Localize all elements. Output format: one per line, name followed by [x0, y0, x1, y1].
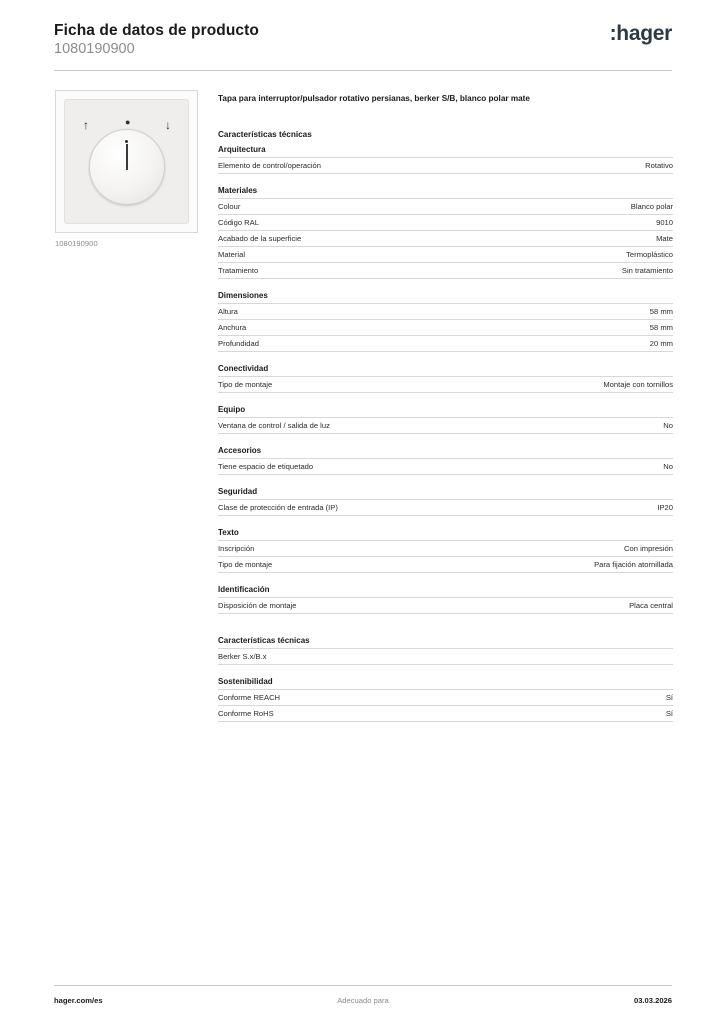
row-label: Altura [218, 307, 238, 317]
spec-group-caracteristicas-tecnicas [218, 636, 673, 665]
row-value: No [663, 421, 673, 431]
product-figure [55, 90, 198, 248]
group-title: Identificación [218, 585, 270, 595]
specifications-column [218, 93, 673, 734]
table-row [218, 335, 673, 352]
table-row [218, 417, 673, 434]
spec-group-identificacion [218, 585, 673, 614]
row-label: Clase de protección de entrada (IP) [218, 503, 338, 513]
group-title: Texto [218, 528, 239, 538]
footer-date: 03.03.2026 [633, 996, 672, 1005]
spec-group-arquitectura [218, 145, 673, 174]
row-label: Tipo de montaje [218, 560, 273, 570]
group-title: Seguridad [218, 487, 258, 497]
figure-caption: 1080190900 [55, 239, 98, 248]
footer-website-link[interactable]: hager.com/es [54, 996, 103, 1005]
rotary-cover-plate [64, 99, 189, 224]
spec-group-conectividad [218, 364, 673, 393]
row-value: Para fijación atornillada [594, 560, 673, 570]
table-row [218, 540, 673, 556]
spec-group-texto [218, 528, 673, 573]
knob-dot-icon [125, 140, 128, 143]
row-value: Blanco polar [630, 202, 673, 212]
table-row [218, 246, 673, 262]
spec-group-materiales [218, 186, 673, 279]
table-row [218, 556, 673, 573]
spec-group-equipo [218, 405, 673, 434]
row-value: Montaje con tornillos [603, 380, 673, 390]
row-value: Rotativo [645, 161, 673, 171]
table-row [218, 303, 673, 319]
table-row [218, 689, 673, 705]
table-row [218, 499, 673, 516]
table-row [218, 597, 673, 614]
group-title: Accesorios [218, 446, 262, 456]
row-value: Con impresión [624, 544, 673, 554]
row-value: IP20 [657, 503, 673, 513]
group-title: Materiales [218, 186, 258, 196]
group-title: Características técnicas [218, 636, 310, 646]
group-title: Arquitectura [218, 145, 266, 155]
table-row [218, 319, 673, 335]
specs-heading: Características técnicas [218, 130, 312, 140]
row-label: Conforme REACH [218, 693, 281, 703]
row-label: Elemento de control/operación [218, 161, 322, 171]
row-value: 58 mm [649, 323, 673, 333]
table-row [218, 198, 673, 214]
footer-center-text: Adecuado para [337, 996, 389, 1005]
row-value: 20 mm [649, 339, 673, 349]
table-row [218, 214, 673, 230]
row-label: Tipo de montaje [218, 380, 273, 390]
center-dot-icon: ● [125, 117, 131, 127]
up-arrow-icon: ↑ [83, 118, 89, 132]
group-title: Sostenibilidad [218, 677, 273, 687]
row-label: Tiene espacio de etiquetado [218, 462, 314, 472]
group-title: Equipo [218, 405, 246, 415]
page-footer [54, 996, 672, 1005]
table-row [218, 705, 673, 722]
row-label: Código RAL [218, 218, 259, 228]
footer-divider [54, 985, 672, 986]
table-row [218, 458, 673, 475]
row-label: Colour [218, 202, 241, 212]
table-row [218, 230, 673, 246]
row-value: 9010 [656, 218, 673, 228]
row-label: Acabado de la superficie [218, 234, 302, 244]
knob-pointer-icon [126, 144, 128, 170]
page-header [54, 22, 672, 58]
row-label: Ventana de control / salida de luz [218, 421, 330, 431]
page-title: Ficha de datos de producto [54, 22, 259, 39]
row-value: No [663, 462, 673, 472]
table-row [218, 157, 673, 174]
row-value: Placa central [629, 601, 673, 611]
rotary-knob-icon [89, 129, 165, 205]
row-label: Anchura [218, 323, 247, 333]
table-row [218, 376, 673, 393]
product-reference: 1080190900 [54, 41, 135, 58]
row-value: 58 mm [649, 307, 673, 317]
product-image [55, 90, 198, 233]
spec-group-accesorios [218, 446, 673, 475]
table-row [218, 262, 673, 279]
header-divider [54, 70, 672, 71]
product-description: Tapa para interruptor/pulsador rotativo persianas, berker S/B, blanco polar mate [218, 94, 530, 103]
row-label: Material [218, 250, 246, 260]
row-value: Sin tratamiento [621, 266, 673, 276]
row-label: Conforme RoHS [218, 709, 274, 719]
row-value: Mate [656, 234, 673, 244]
hager-logo: :hager [609, 22, 672, 45]
row-value: Sí [665, 709, 673, 719]
down-arrow-icon: ↓ [165, 118, 171, 132]
title-block [54, 22, 259, 58]
table-row [218, 648, 673, 665]
row-label: Inscripción [218, 544, 255, 554]
spec-group-sostenibilidad [218, 677, 673, 722]
spec-group-dimensiones [218, 291, 673, 352]
group-title: Conectividad [218, 364, 269, 374]
row-label: Tratamiento [218, 266, 259, 276]
row-value: Termoplástico [626, 250, 673, 260]
row-value: Sí [665, 693, 673, 703]
group-title: Dimensiones [218, 291, 268, 301]
row-label: Profundidad [218, 339, 259, 349]
row-label: Disposición de montaje [218, 601, 297, 611]
spec-group-seguridad [218, 487, 673, 516]
row-label: Berker S.x/B.x [218, 652, 267, 662]
